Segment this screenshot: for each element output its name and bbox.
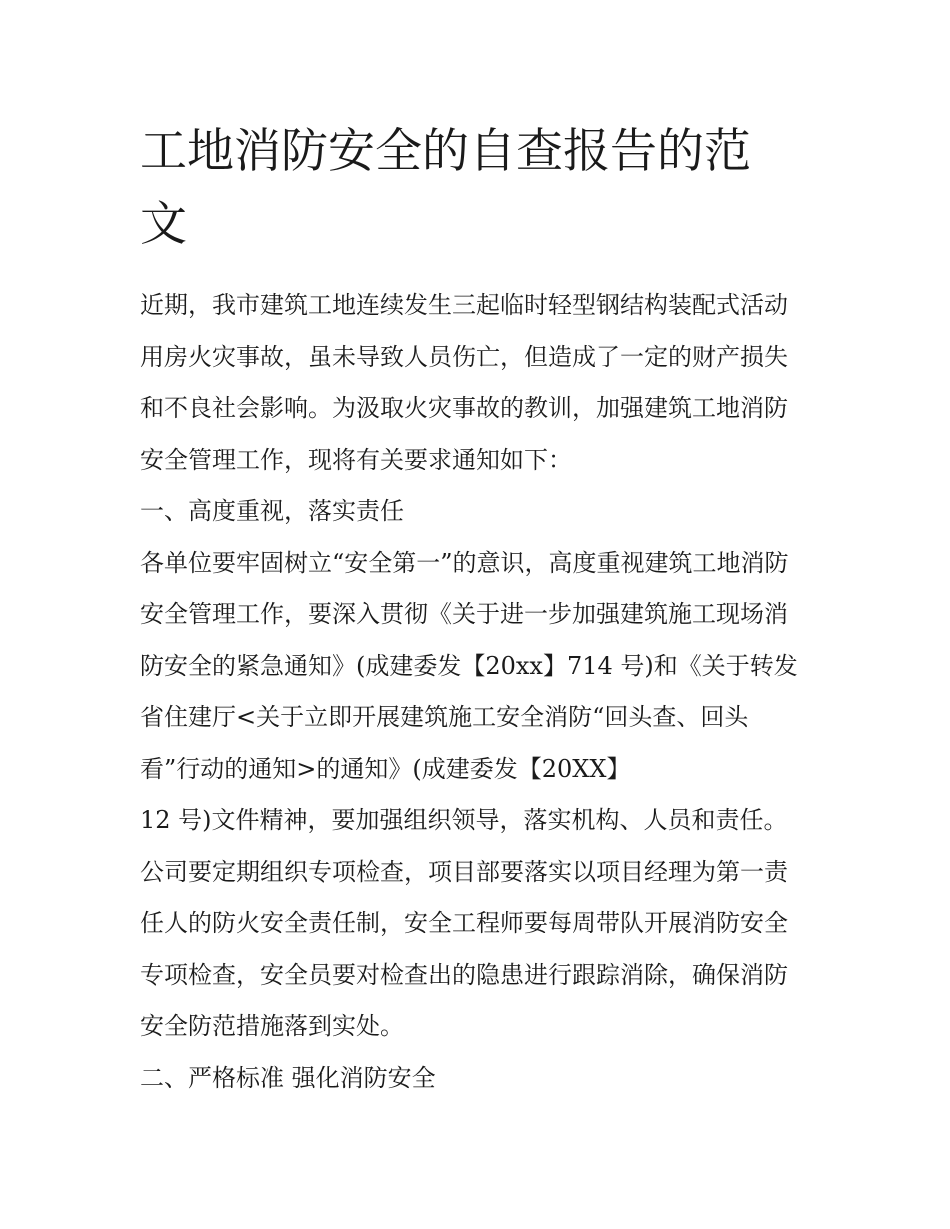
title-line: 文 — [140, 197, 187, 252]
body-line: 省住建厅<关于立即开展建筑施工安全消防“回头查、回头 — [140, 703, 749, 731]
body-line: 任人的防火安全责任制，安全工程师要每周带队开展消防安全 — [140, 909, 788, 937]
body-line: 近期，我市建筑工地连续发生三起临时轻型钢结构装配式活动 — [140, 291, 788, 319]
body-line: 防安全的紧急通知》(成建委发【20xx】714 号)和《关于转发 — [140, 651, 798, 680]
body-line: 用房火灾事故，虽未导致人员伤亡，但造成了一定的财产损失 — [140, 342, 788, 371]
title-line: 工地消防安全的自查报告的范 — [140, 124, 751, 179]
body-line: 12 号)文件精神，要加强组织领导，落实机构、人员和责任。 — [140, 806, 788, 834]
body-line: 专项检查，安全员要对检查出的隐患进行跟踪消除，确保消防 — [140, 960, 788, 989]
document-title — [140, 115, 820, 261]
body-line: 和不良社会影响。为汲取火灾事故的教训，加强建筑工地消防 — [140, 394, 788, 422]
body-line: 安全管理工作，现将有关要求通知如下： — [140, 445, 572, 474]
body-line: 看”行动的通知>的通知》(成建委发【20XX】 — [140, 754, 631, 783]
body-line: 公司要定期组织专项检查，项目部要落实以项目经理为第一责 — [140, 857, 788, 886]
section-heading-2: 二、严格标准 强化消防安全 — [140, 1063, 436, 1092]
document-body — [140, 280, 812, 1104]
body-line: 安全管理工作，要深入贯彻《关于进一步加强建筑施工现场消 — [140, 600, 788, 628]
body-line: 各单位要牢固树立“安全第一”的意识，高度重视建筑工地消防 — [140, 548, 789, 577]
section-heading-1: 一、高度重视，落实责任 — [140, 497, 404, 525]
body-line: 安全防范措施落到实处。 — [140, 1012, 404, 1040]
